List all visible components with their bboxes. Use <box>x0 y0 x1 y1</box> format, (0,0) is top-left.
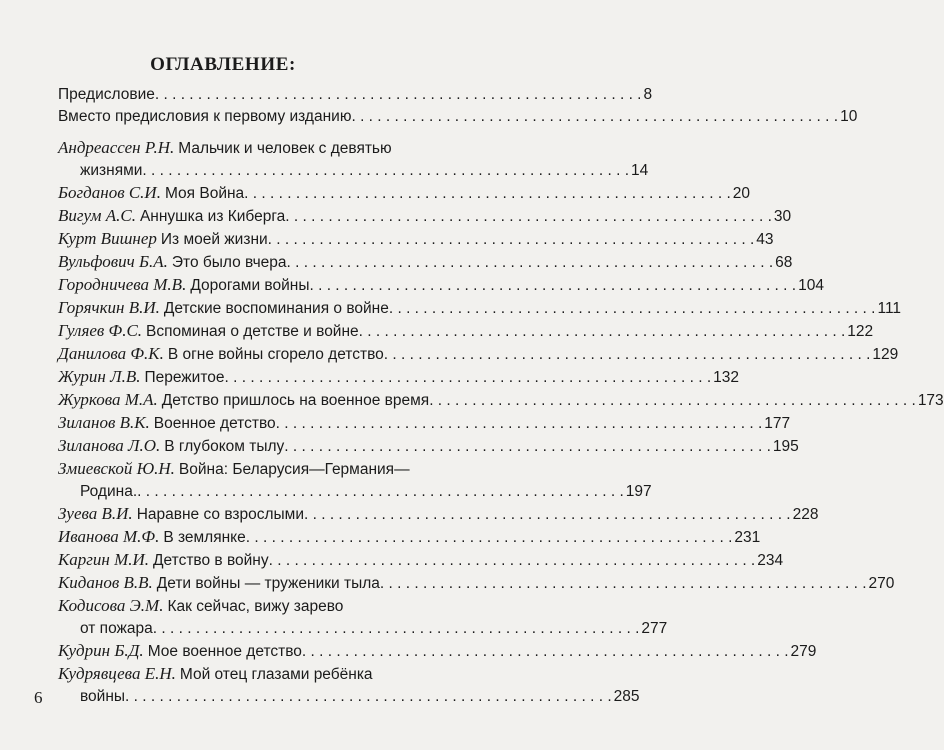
toc-row-continuation <box>58 686 640 708</box>
toc-entry-title-continued: от пожара <box>80 620 153 637</box>
leader-dots <box>276 413 763 435</box>
toc-row <box>58 366 739 389</box>
toc-entry-title: Война: Беларусия—Германия— <box>178 461 410 478</box>
leader-dots <box>287 252 774 274</box>
leader-dots <box>246 527 733 549</box>
toc-entry-title: Дорогами войны <box>190 277 310 294</box>
toc-row <box>58 228 774 251</box>
toc-page-number: 104 <box>798 277 824 294</box>
toc-entry-author: Журин Л.В. <box>58 367 141 386</box>
toc-entry-title: Аннушка из Киберга <box>139 208 286 225</box>
toc-entry-title: Детство в войну <box>153 552 269 569</box>
toc-entry-title: Предисловие <box>58 86 155 103</box>
toc-entry-title: Детские воспоминания о войне <box>163 300 389 317</box>
toc-row <box>58 205 792 228</box>
toc-page-number: 68 <box>775 254 793 271</box>
toc-page-number: 20 <box>732 185 751 202</box>
leader-dots <box>153 618 640 640</box>
toc-entry <box>58 595 343 618</box>
toc-row <box>58 503 819 526</box>
toc-page-number: 234 <box>757 552 784 569</box>
toc-row <box>58 274 824 297</box>
toc-row-continuation <box>58 160 649 182</box>
leader-dots <box>137 481 624 503</box>
toc-row-continuation <box>58 481 652 503</box>
toc-page-number: 279 <box>790 643 817 660</box>
leader-dots <box>384 344 871 366</box>
toc-entry-title: Детство пришлось на военное время <box>161 392 430 409</box>
toc-entry-title: Это было вчера <box>171 254 287 271</box>
toc-entry-author: Журкова М.А. <box>58 390 158 409</box>
toc-entry <box>58 366 225 389</box>
toc-entry-author: Андреассен Р.Н. <box>58 138 175 157</box>
toc-entry-title-continued: Родина. <box>80 483 138 500</box>
toc-row <box>58 251 793 274</box>
toc-entry-title: Вспоминая о детстве и войне <box>146 323 359 340</box>
leader-dots <box>125 686 612 708</box>
toc-page-number: 10 <box>840 108 858 125</box>
toc-entry-title: Наравне со взрослыми <box>136 506 304 523</box>
toc-entry <box>58 549 269 572</box>
leader-dots <box>380 573 867 595</box>
toc-entry-author: Богданов С.И. <box>58 183 161 202</box>
leader-dots <box>142 160 629 182</box>
toc-row <box>58 84 653 106</box>
leader-dots <box>285 206 772 228</box>
toc-entry-title: Мальчик и человек с девятью <box>178 140 392 157</box>
toc-entry-title: Как сейчас, вижу зарево <box>167 598 344 615</box>
toc-entry-author: Горячкин В.И. <box>58 298 160 317</box>
toc-page-number: 177 <box>764 415 791 432</box>
toc-entry-author: Курт Вишнер <box>58 229 157 248</box>
toc-page-number: 30 <box>773 208 792 225</box>
toc-heading: ОГЛАВЛЕНИЕ: <box>150 54 296 75</box>
toc-entry <box>58 205 285 228</box>
toc-entry-title: Пережитое <box>144 369 225 386</box>
toc-entry-author: Змиевской Ю.Н. <box>58 459 175 478</box>
toc-row <box>58 663 426 686</box>
leader-dots <box>309 275 796 297</box>
leader-dots <box>389 298 876 320</box>
toc-entry <box>58 182 244 205</box>
toc-row <box>58 320 874 343</box>
leader-dots <box>269 550 756 572</box>
toc-entry <box>58 526 246 549</box>
leader-dots <box>304 504 791 526</box>
toc-entry-title: В глубоком тылу <box>164 438 285 455</box>
toc-entry-author: Иванова М.Ф. <box>58 527 160 546</box>
toc-entry-author: Зуева В.И. <box>58 504 133 523</box>
toc-entry-author: Зиланова Л.О. <box>58 436 161 455</box>
toc-row <box>58 389 944 412</box>
toc-entry-title: Вместо предисловия к первому изданию <box>58 108 352 125</box>
toc-entry-author: Городничева М.В. <box>58 275 187 294</box>
toc-entry-title: Дети войны — труженики тыла <box>156 575 380 592</box>
toc-page-number: 270 <box>868 575 895 592</box>
toc-entry <box>58 274 309 297</box>
toc-entry-title: В землянке <box>163 529 246 546</box>
leader-dots <box>302 641 789 663</box>
toc-entry <box>58 228 268 251</box>
page-number: 6 <box>34 688 43 707</box>
leader-dots <box>284 436 771 458</box>
toc-entry <box>58 137 392 160</box>
leader-dots <box>244 183 731 205</box>
toc-row <box>58 435 799 458</box>
toc-entry-author: Гуляев Ф.С. <box>58 321 143 340</box>
toc-entry-author: Киданов В.В. <box>58 573 153 592</box>
toc-page-number: 197 <box>625 483 652 500</box>
toc-page-number: 277 <box>641 620 668 637</box>
toc-entry <box>58 663 373 686</box>
toc-row <box>58 343 899 366</box>
toc-entry-author: Вигум А.С. <box>58 206 136 225</box>
toc-row <box>58 106 858 128</box>
toc-row <box>58 412 791 435</box>
toc-page-number: 111 <box>877 300 902 317</box>
toc-entry <box>58 412 276 435</box>
leader-dots <box>351 106 838 128</box>
toc-entry-title-continued: войны <box>80 688 126 705</box>
toc-entry-author: Кудрявцева Е.Н. <box>58 664 176 683</box>
toc-page-number: 231 <box>734 529 761 546</box>
toc-entry-author: Вульфович Б.А. <box>58 252 168 271</box>
toc-entry-title: Военное детство <box>153 415 276 432</box>
toc-entry <box>58 435 284 458</box>
toc-entry-title: Моя Война <box>164 185 245 202</box>
toc-page-number: 173 <box>917 392 944 409</box>
toc-entry <box>58 251 287 274</box>
toc-entry <box>58 320 359 343</box>
leader-dots <box>225 367 712 389</box>
toc-page-number: 129 <box>872 346 899 363</box>
toc-entry-title-continued: жизнями <box>80 162 143 179</box>
leader-dots <box>429 390 916 412</box>
toc-page-number: 285 <box>613 688 640 705</box>
leader-dots <box>359 321 846 343</box>
toc-row <box>58 182 751 205</box>
toc-row <box>58 526 761 549</box>
toc-entry <box>58 503 304 526</box>
toc-entry <box>58 572 380 595</box>
toc-entry-title: Мой отец глазами ребёнка <box>179 666 373 683</box>
toc-page-number: 195 <box>772 438 799 455</box>
toc-entry-author: Зиланов В.К. <box>58 413 150 432</box>
toc-row <box>58 595 426 618</box>
toc-row <box>58 640 817 663</box>
toc-entry-title: В огне войны сгорело детство <box>167 346 384 363</box>
leader-dots <box>268 229 755 251</box>
toc-row <box>58 137 426 160</box>
toc-row <box>58 297 902 320</box>
toc-entry-author: Каргин М.И. <box>58 550 150 569</box>
toc-row <box>58 458 426 481</box>
toc-entry-author: Данилова Ф.К. <box>58 344 164 363</box>
leader-dots <box>155 84 642 106</box>
toc-entry <box>58 389 429 412</box>
toc-page-number: 132 <box>713 369 739 386</box>
toc-page-number: 122 <box>847 323 874 340</box>
toc-page-number: 228 <box>792 506 819 523</box>
toc-entry <box>58 640 302 663</box>
toc-row-continuation <box>58 618 668 640</box>
table-of-contents <box>58 84 944 708</box>
toc-entry <box>58 297 389 320</box>
toc-entry-title: Мое военное детство <box>147 643 302 660</box>
toc-row <box>58 549 784 572</box>
toc-page-number: 43 <box>756 231 774 248</box>
toc-entry-title: Из моей жизни <box>160 231 268 248</box>
toc-entry <box>58 458 410 481</box>
toc-row <box>58 572 895 595</box>
toc-entry-author: Кодисова Э.М. <box>58 596 164 615</box>
toc-entry <box>58 343 384 366</box>
toc-page-number: 8 <box>643 86 653 103</box>
toc-page-number: 14 <box>631 162 649 179</box>
toc-entry-author: Кудрин Б.Д. <box>58 641 144 660</box>
